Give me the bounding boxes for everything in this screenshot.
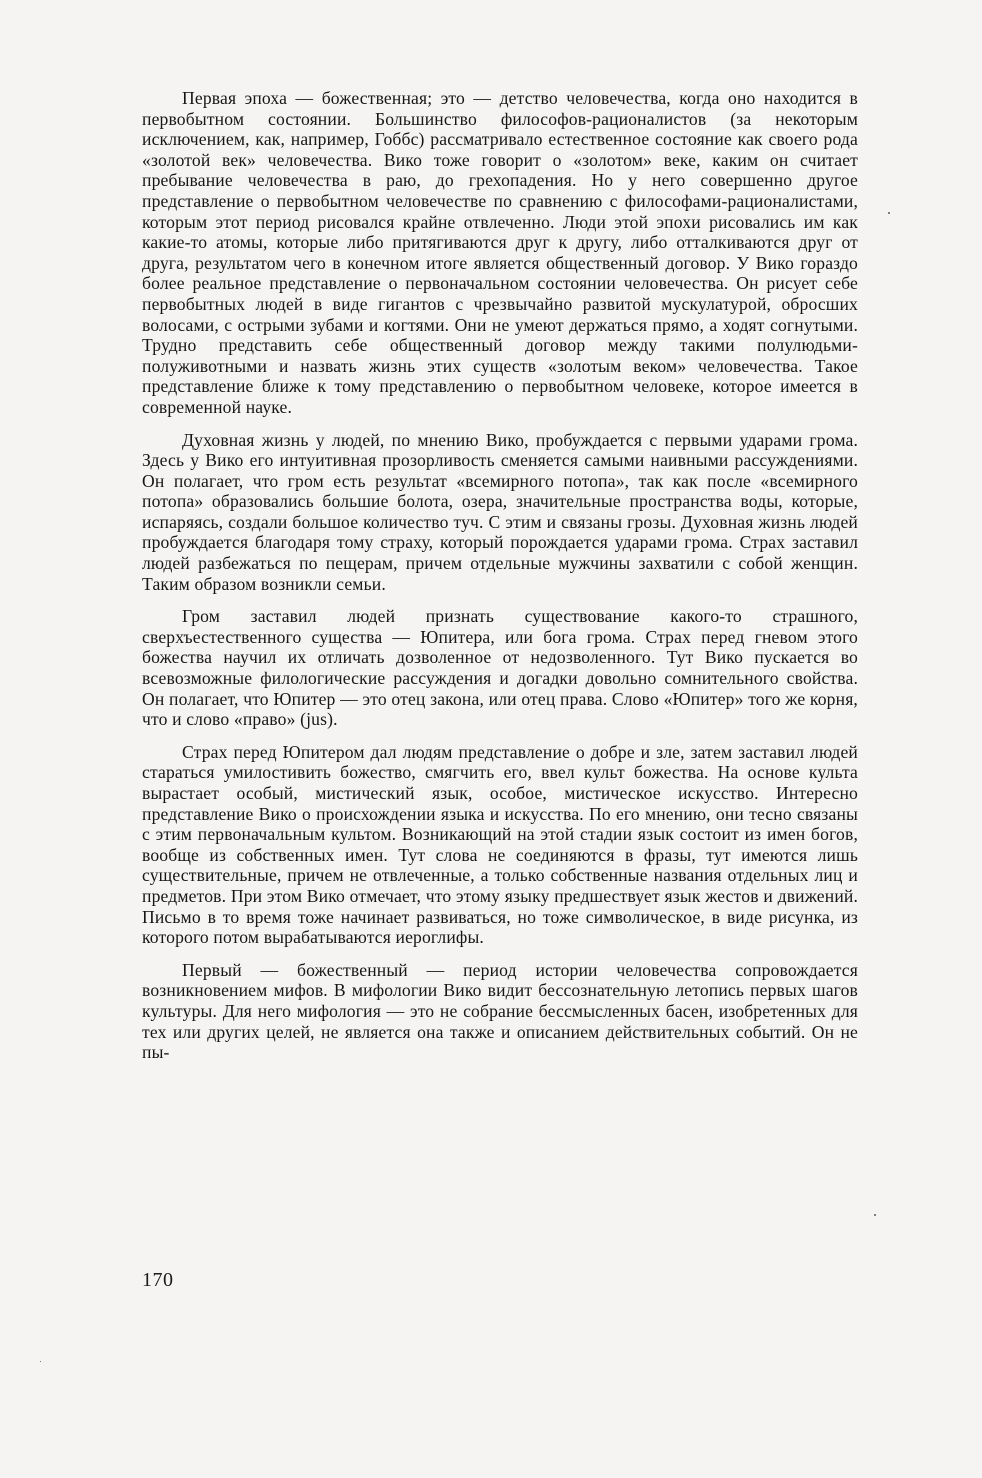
body-text [142,88,858,1063]
paragraph-first-epoch: Первая эпоха — божественная; это — детство человечества, когда оно находится в первобытном состоянии. Большинство философов-рационалистов (за некоторым исключением, как, например, Гоббс) рассматривало естественное состояние как своего рода «золотой век» человечества. Вико тоже говорит о «золотом» веке, каким он считает пребывание человечества в раю, до грехопадения. Но у него совершенно другое представление о первобытном человечестве по сравнению с философами-рационалистами, которым этот период рисовался крайне отвлеченно. Люди этой эпохи рисовались им как какие-то атомы, которые либо притягиваются друг к другу, либо отталкиваются друг от друга, результатом чего в конечном итоге является общественный договор. У Вико гораздо более реальное представление о первоначальном состоянии человечества. Он рисует себе первобытных людей в виде гигантов с чрезвычайно развитой мускулатурой, обросших волосами, с острыми зубами и когтями. Они не умеют держаться прямо, а ходят согнутыми. Трудно представить себе общественный договор между такими полулюдьми-полуживотными и назвать жизнь этих существ «золотым веком» человечества. Такое представление ближе к тому представлению о первобытном человеке, которое имеется в современной науке. [142,88,858,417]
paragraph-myths: Первый — божественный — период истории человечества сопровождается возникновением мифов. В мифологии Вико видит бессознательную летопись первых шагов культуры. Для него мифология — это не собрание бессмысленных басен, изобретенных для тех или других целей, не является она также и описанием действительных событий. Он не пы- [142,959,858,1063]
print-speck [888,212,890,214]
print-speck [40,1361,41,1362]
paragraph-spiritual-life: Духовная жизнь у людей, по мнению Вико, пробуждается с первыми ударами грома. Здесь у Вико его интуитивная прозорливость сменяется самыми наивными рассуждениями. Он полагает, что гром есть результат «всемирного потопа», так как после «всемирного потопа» образовались большие болота, озера, значительные пространства воды, которые, испаряясь, создали большое количество туч. С этим и связаны грозы. Духовная жизнь людей пробуждается благодаря тому страху, который порождается ударами грома. Страх заставил людей разбежаться по пещерам, причем отдельные мужчины захватили с собой женщин. Таким образом возникли семьи. [142,429,858,594]
print-speck [874,1214,876,1216]
paragraph-fear-of-jupiter: Страх перед Юпитером дал людям представление о добре и зле, затем заставил людей стараться умилостивить божество, смягчить его, ввел культ божества. На основе культа вырастает особый, мистический язык, особое, мистическое искусство. Интересно представление Вико о происхождении языка и искусства. По его мнению, они тесно связаны с этим первоначальным культом. Возникающий на этой стадии язык состоит из имен богов, вообще из собственных имен. Тут слова не соединяются в фразы, тут имеются лишь существительные, причем не отвлеченные, а только собственные названия отдельных лиц и предметов. При этом Вико отмечает, что этому языку предшествует язык жестов и движений. Письмо в то время тоже начинает развиваться, но тоже символическое, в виде рисунка, из которого потом вырабатываются иероглифы. [142,741,858,948]
page-number: 170 [142,1269,174,1291]
paragraph-thunder-jupiter: Гром заставил людей признать существование какого-то страшного, сверхъестественного существа — Юпитера, или бога грома. Страх перед гневом этого божества научил их отличать дозволенное от недозволенного. Тут Вико пускается во всевозможные филологические рассуждения и догадки довольно сомнительного свойства. Он полагает, что Юпитер — это отец закона, или отец права. Слово «Юпитер» того же корня, что и слово «право» (jus). [142,606,858,730]
